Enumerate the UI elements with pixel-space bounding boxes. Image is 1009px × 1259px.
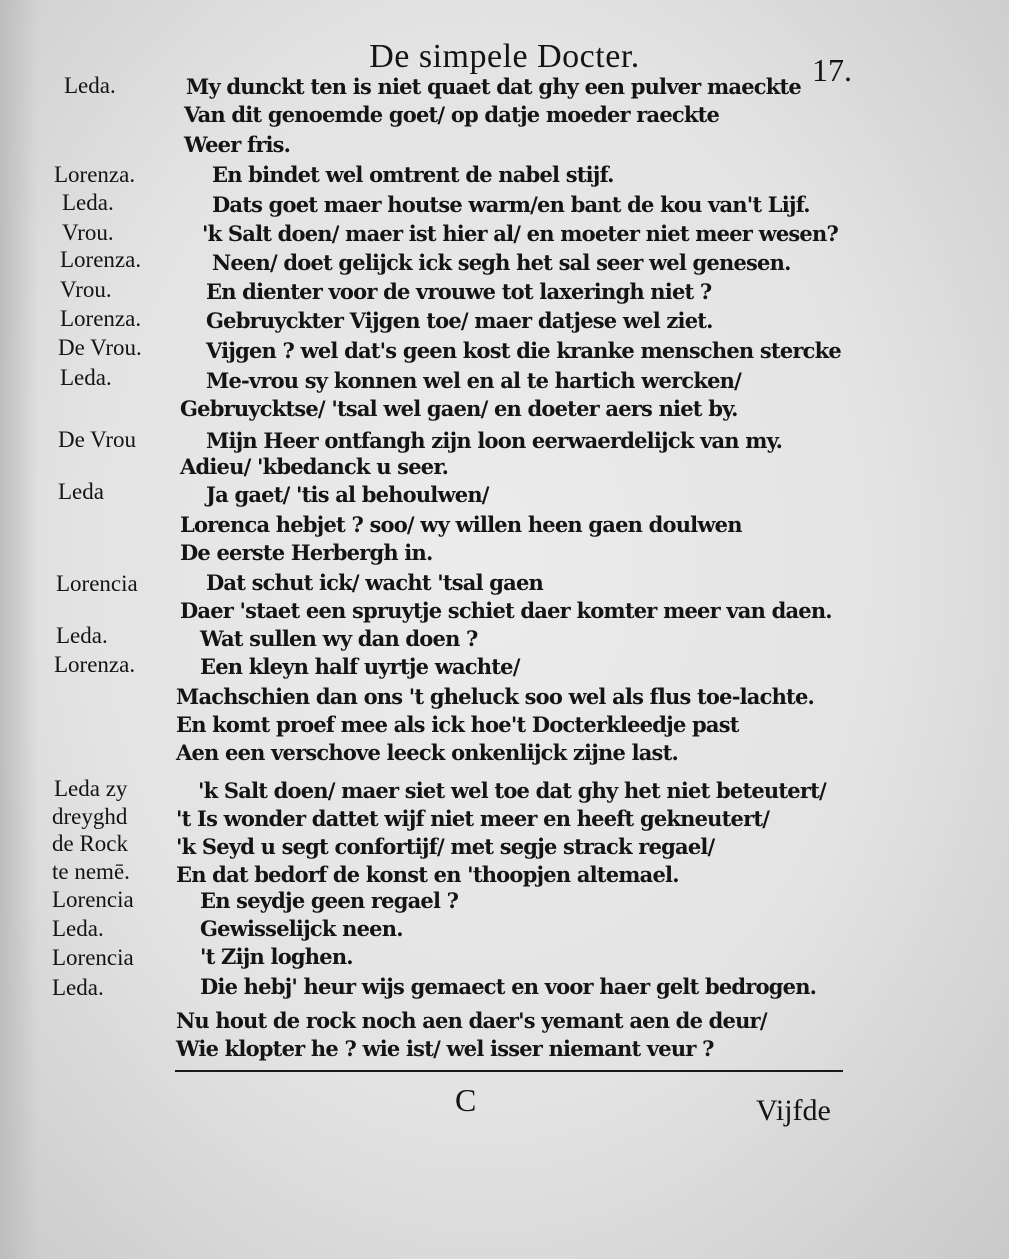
speaker-name: Leda. xyxy=(62,190,114,215)
speaker-name: Leda. xyxy=(64,73,116,98)
speaker-name: Leda. xyxy=(52,916,104,941)
page-number: 17. xyxy=(812,52,852,88)
verse-line: My dunckt ten is niet quaet dat ghy een pulver maeckte xyxy=(186,74,801,99)
verse-line: Van dit genoemde goet/ op datje moeder raeckte xyxy=(184,102,720,127)
speaker-name: Leda. xyxy=(60,365,112,390)
speaker-name: Lorencia xyxy=(52,945,134,970)
verse-line: Machschien dan ons 't gheluck soo wel als flus toe-lachte. xyxy=(176,684,815,709)
speaker-name: te nemē. xyxy=(52,859,130,884)
verse-line: En bindet wel omtrent de nabel stijf. xyxy=(212,162,614,187)
verse-line: Vijgen ? wel dat's geen kost die kranke menschen stercke xyxy=(206,338,841,363)
verse-line: 'k Salt doen/ maer siet wel toe dat ghy het niet beteutert/ xyxy=(198,778,826,803)
speaker-name: De Vrou. xyxy=(58,335,142,360)
verse-line: Dat schut ick/ wacht 'tsal gaen xyxy=(206,570,543,595)
speaker-name: Lorencia xyxy=(56,571,138,596)
footer-rule xyxy=(175,1070,843,1072)
verse-line: Lorenca hebjet ? soo/ wy willen heen gaen doulwen xyxy=(180,512,742,537)
verse-line: Daer 'staet een spruytje schiet daer komter meer van daen. xyxy=(180,598,832,623)
verse-line: En komt proef mee als ick hoe't Docterkleedje past xyxy=(176,712,739,737)
speaker-name: Lorencia xyxy=(52,887,134,912)
verse-line: Wie klopter he ? wie ist/ wel isser niemant veur ? xyxy=(176,1036,714,1061)
catchword: Vijfde xyxy=(756,1094,831,1127)
speaker-name: Vrou. xyxy=(62,220,114,245)
speaker-name: Leda xyxy=(58,479,104,504)
verse-line: En dienter voor de vrouwe tot laxeringh niet ? xyxy=(206,279,712,304)
verse-line: Me-vrou sy konnen wel en al te hartich wercken/ xyxy=(206,368,741,393)
verse-line: Gewisselijck neen. xyxy=(200,916,403,941)
verse-line: En seydje geen regael ? xyxy=(200,888,459,913)
running-title: De simpele Docter. xyxy=(369,38,640,75)
verse-line: Mijn Heer ontfangh zijn loon eerwaerdelijck van my. xyxy=(206,428,783,453)
signature-mark: C xyxy=(455,1082,477,1118)
verse-line: Dats goet maer houtse warm/en bant de kou van't Lijf. xyxy=(212,192,810,217)
verse-line: Die hebj' heur wijs gemaect en voor haer gelt bedrogen. xyxy=(200,974,817,999)
speaker-name: Vrou. xyxy=(60,277,112,302)
verse-line: 't Is wonder dattet wijf niet meer en heeft gekneutert/ xyxy=(176,806,770,831)
verse-line: Gebruycktse/ 'tsal wel gaen/ en doeter aers niet by. xyxy=(180,396,738,421)
verse-line: Adieu/ 'kbedanck u seer. xyxy=(180,454,449,479)
speaker-name: dreyghd xyxy=(52,804,128,829)
speaker-name: Leda zy xyxy=(54,776,128,801)
verse-line: Weer fris. xyxy=(184,132,291,157)
verse-line: Gebruyckter Vijgen toe/ maer datjese wel ziet. xyxy=(206,308,713,333)
verse-line: En dat bedorf de konst en 'thoopjen altemael. xyxy=(176,862,679,887)
verse-line: Aen een verschove leeck onkenlijck zijne last. xyxy=(176,740,678,765)
verse-line: Neen/ doet gelijck ick segh het sal seer wel genesen. xyxy=(212,250,791,275)
speaker-name: De Vrou xyxy=(58,427,137,452)
verse-line: 'k Seyd u segt confortijf/ met segje strack regael/ xyxy=(176,834,715,859)
verse-line: Wat sullen wy dan doen ? xyxy=(200,626,478,651)
speaker-name: Leda. xyxy=(56,623,108,648)
speaker-name: de Rock xyxy=(52,831,129,856)
verse-line: 'k Salt doen/ maer ist hier al/ en moeter niet meer wesen? xyxy=(202,221,838,246)
speaker-name: Lorenza. xyxy=(60,306,142,331)
page-edge-shadow xyxy=(0,0,38,1259)
speaker-name: Lorenza. xyxy=(54,162,136,187)
speaker-name: Lorenza. xyxy=(60,247,142,272)
verse-line: Een kleyn half uyrtje wachte/ xyxy=(200,654,520,679)
speaker-name: Lorenza. xyxy=(54,652,136,677)
verse-line: Nu hout de rock noch aen daer's yemant aen de deur/ xyxy=(176,1008,767,1033)
verse-line: Ja gaet/ 'tis al behoulwen/ xyxy=(206,482,489,507)
speaker-name: Leda. xyxy=(52,975,104,1000)
verse-line: 't Zijn loghen. xyxy=(200,944,353,969)
verse-line: De eerste Herbergh in. xyxy=(180,540,433,565)
